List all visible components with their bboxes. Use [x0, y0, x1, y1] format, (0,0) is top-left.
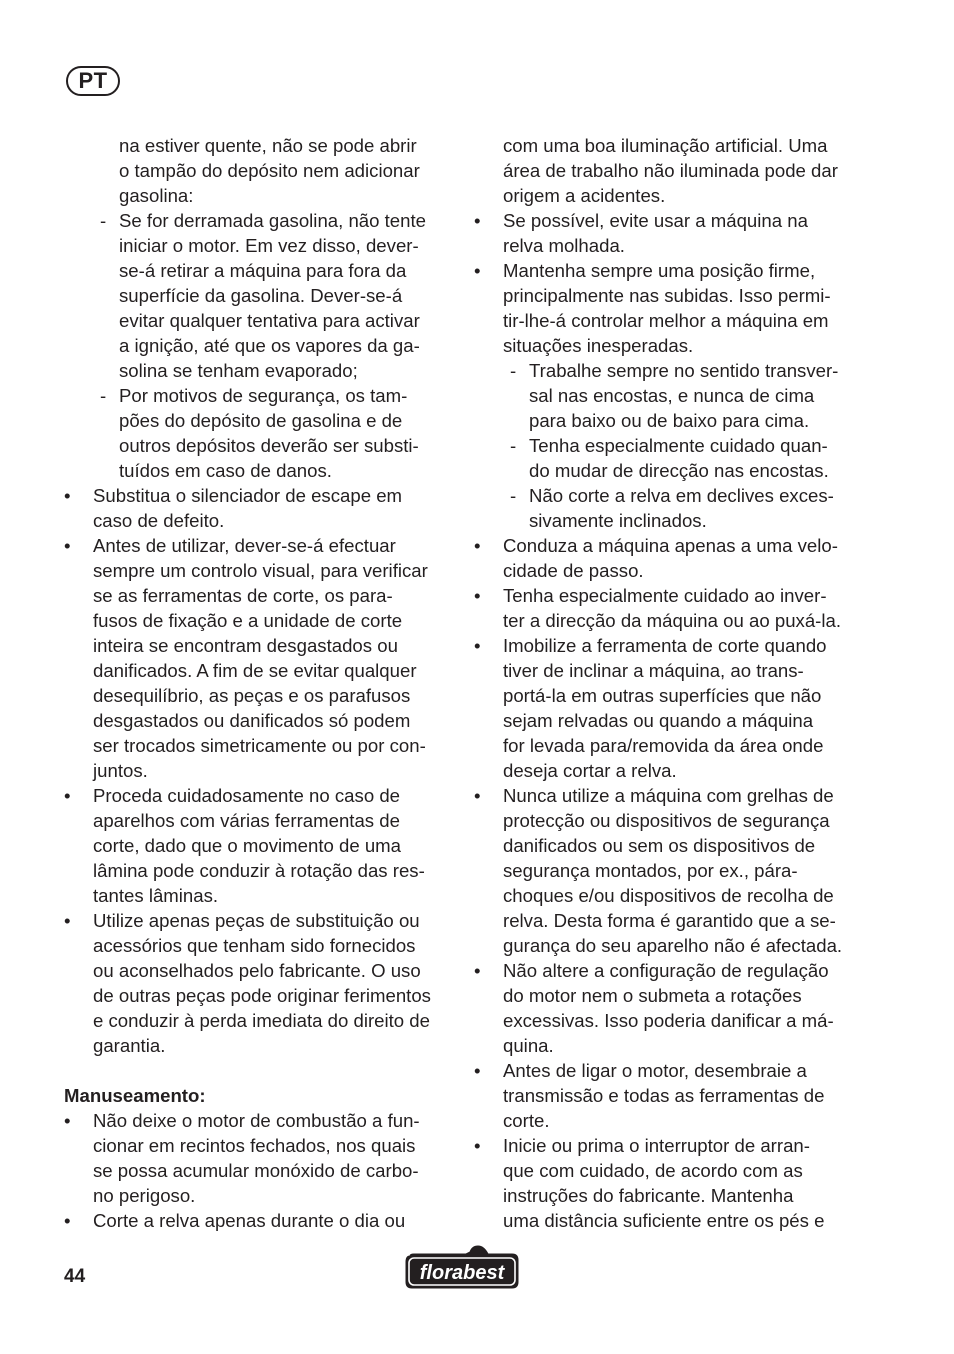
dash-item	[64, 208, 454, 383]
line-text: que com cuidado, de acordo com as	[503, 1160, 803, 1181]
line-text: relva molhada.	[503, 235, 625, 256]
line-text: relva. Desta forma é garantido que a se-	[503, 910, 836, 931]
text-line	[474, 158, 874, 183]
bullet-item	[474, 783, 874, 958]
line-text: Antes de ligar o motor, desembraie a	[503, 1060, 807, 1081]
text-line	[64, 1158, 454, 1183]
text-line	[474, 433, 874, 458]
bullet-marker: •	[474, 1060, 481, 1081]
text-line	[474, 958, 874, 983]
text-line	[474, 533, 874, 558]
text-line	[474, 758, 874, 783]
line-text: Mantenha sempre uma posição firme,	[503, 260, 816, 281]
line-text: ter a direcção da máquina ou ao puxá-la.	[503, 610, 842, 631]
bullet-marker: •	[474, 785, 481, 806]
text-line	[64, 258, 454, 283]
line-text: superfície da gasolina. Dever-se-á	[119, 285, 403, 306]
dash-item	[474, 483, 874, 533]
text-line	[474, 1083, 874, 1108]
text-line	[64, 408, 454, 433]
dash-marker: -	[100, 210, 107, 231]
line-text: tir-lhe-á controlar melhor a máquina em	[503, 310, 829, 331]
text-line	[64, 358, 454, 383]
text-line	[474, 558, 874, 583]
line-text: Não corte a relva em declives exces-	[529, 485, 834, 506]
text-line	[474, 1108, 874, 1133]
text-line	[64, 733, 454, 758]
text-line	[64, 308, 454, 333]
bullet-item	[474, 1058, 874, 1133]
bullet-item	[64, 533, 454, 783]
line-text: gasolina:	[119, 185, 194, 206]
text-line	[474, 1008, 874, 1033]
text-line	[474, 1183, 874, 1208]
text-line	[474, 283, 874, 308]
text-line	[64, 333, 454, 358]
dash-item	[474, 358, 874, 433]
text-line	[474, 408, 874, 433]
text-line	[474, 458, 874, 483]
line-text: aparelhos com várias ferramentas de	[93, 810, 400, 831]
section-heading: Manuseamento:	[64, 1085, 206, 1106]
line-text: protecção ou dispositivos de segurança	[503, 810, 830, 831]
line-text: ser trocados simetricamente ou por con-	[93, 735, 426, 756]
text-line	[474, 783, 874, 808]
text-line	[64, 483, 454, 508]
text-line	[474, 733, 874, 758]
line-text: Trabalhe sempre no sentido transver-	[529, 360, 839, 381]
text-line	[64, 908, 454, 933]
text-line	[64, 933, 454, 958]
line-text: desgastados ou danificados só podem	[93, 710, 411, 731]
bullet-item	[64, 1108, 454, 1208]
line-text: fusos de fixação e a unidade de corte	[93, 610, 403, 631]
text-line	[64, 858, 454, 883]
text-line	[474, 1033, 874, 1058]
line-text: cidade de passo.	[503, 560, 644, 581]
text-line	[64, 283, 454, 308]
text-line	[474, 208, 874, 233]
bullet-item	[474, 1133, 874, 1233]
line-text: juntos.	[93, 760, 148, 781]
text-line	[474, 358, 874, 383]
line-text: situações inesperadas.	[503, 335, 694, 356]
bullet-marker: •	[64, 485, 71, 506]
text-line	[64, 433, 454, 458]
text-line	[474, 933, 874, 958]
text-line	[64, 158, 454, 183]
line-text: solina se tenham evaporado;	[119, 360, 358, 381]
text-line	[474, 1208, 874, 1233]
text-line	[474, 133, 874, 158]
text-line	[64, 833, 454, 858]
bullet-marker: •	[474, 260, 481, 281]
line-text: outros depósitos deverão ser substi-	[119, 435, 419, 456]
text-line	[474, 508, 874, 533]
text-line	[64, 1133, 454, 1158]
text-line	[64, 983, 454, 1008]
bullet-item	[64, 908, 454, 1058]
line-text: danificados. A fim de se evitar qualquer	[93, 660, 417, 681]
bullet-item	[474, 208, 874, 258]
line-text: inteira se encontram desgastados ou	[93, 635, 398, 656]
text-line	[64, 533, 454, 558]
text-line	[64, 1183, 454, 1208]
dash-marker: -	[100, 385, 107, 406]
continuation-paragraph	[474, 133, 874, 208]
line-text: Inicie ou prima o interruptor de arran-	[503, 1135, 810, 1156]
line-text: Não deixe o motor de combustão a fun-	[93, 1110, 420, 1131]
text-line	[474, 1158, 874, 1183]
bullet-item	[474, 583, 874, 633]
dash-marker: -	[510, 485, 517, 506]
line-text: ou aconselhados pelo fabricante. O uso	[93, 960, 421, 981]
line-text: na estiver quente, não se pode abrir	[119, 135, 417, 156]
text-line	[474, 633, 874, 658]
continuation-paragraph	[64, 133, 454, 208]
bullet-item	[64, 483, 454, 533]
line-text: danificados ou sem os dispositivos de	[503, 835, 816, 856]
text-line	[474, 808, 874, 833]
bullet-marker: •	[64, 535, 71, 556]
dash-marker: -	[510, 435, 517, 456]
line-text: instruções do fabricante. Mantenha	[503, 1185, 794, 1206]
bullet-marker: •	[64, 1210, 71, 1231]
line-text: tantes lâminas.	[93, 885, 219, 906]
text-line	[64, 883, 454, 908]
line-text: tiver de inclinar a máquina, ao trans-	[503, 660, 804, 681]
text-line	[64, 558, 454, 583]
line-text: excessivas. Isso poderia danificar a má-	[503, 1010, 834, 1031]
text-line	[474, 483, 874, 508]
bullet-marker: •	[64, 1110, 71, 1131]
line-text: do motor nem o submeta a rotações	[503, 985, 802, 1006]
line-text: iniciar o motor. Em vez disso, dever-	[119, 235, 419, 256]
text-line	[474, 608, 874, 633]
line-text: choques e/ou dispositivos de recolha de	[503, 885, 834, 906]
text-line	[64, 1008, 454, 1033]
line-text: o tampão do depósito nem adicionar	[119, 160, 420, 181]
line-text: Imobilize a ferramenta de corte quando	[503, 635, 827, 656]
line-text: origem a acidentes.	[503, 185, 666, 206]
text-line	[64, 1108, 454, 1133]
text-line	[64, 208, 454, 233]
line-text: quina.	[503, 1035, 554, 1056]
paragraph-gap	[64, 1058, 454, 1083]
line-text: gurança do seu aparelho não é afectada.	[503, 935, 843, 956]
line-text: lâmina pode conduzir à rotação das res-	[93, 860, 425, 881]
florabest-logo-graphic	[404, 1244, 520, 1290]
line-text: cionar em recintos fechados, nos quais	[93, 1135, 416, 1156]
text-line	[474, 583, 874, 608]
line-text: caso de defeito.	[93, 510, 225, 531]
line-text: garantia.	[93, 1035, 166, 1056]
line-text: Substitua o silenciador de escape em	[93, 485, 403, 506]
line-text: deseja cortar a relva.	[503, 760, 677, 781]
text-line	[64, 1033, 454, 1058]
text-line	[474, 683, 874, 708]
right-column	[474, 133, 874, 1233]
bullet-marker: •	[474, 210, 481, 231]
text-line	[64, 233, 454, 258]
text-line	[474, 233, 874, 258]
line-text: uma distância suficiente entre os pés e	[503, 1210, 825, 1231]
line-text: se-á retirar a máquina para fora da	[119, 260, 407, 281]
text-line	[64, 633, 454, 658]
text-line	[64, 183, 454, 208]
line-text: Antes de utilizar, dever-se-á efectuar	[93, 535, 396, 556]
text-line	[64, 1208, 454, 1233]
line-text: Se for derramada gasolina, não tente	[119, 210, 426, 231]
bullet-item	[474, 958, 874, 1058]
text-line	[64, 458, 454, 483]
bullet-marker: •	[474, 960, 481, 981]
line-text: tuídos em caso de danos.	[119, 460, 332, 481]
text-line	[474, 883, 874, 908]
text-line	[64, 608, 454, 633]
line-text: Tenha especialmente cuidado ao inver-	[503, 585, 827, 606]
text-line	[474, 383, 874, 408]
text-line	[474, 833, 874, 858]
florabest-logo	[404, 1244, 520, 1295]
line-text: Se possível, evite usar a máquina na	[503, 210, 808, 231]
line-text: transmissão e todas as ferramentas de	[503, 1085, 825, 1106]
line-text: se possa acumular monóxido de carbo-	[93, 1160, 419, 1181]
bullet-item	[474, 533, 874, 583]
line-text: portá-la em outras superfícies que não	[503, 685, 822, 706]
bullet-item	[474, 633, 874, 783]
logo-wordmark: florabest	[419, 1262, 505, 1284]
line-text: de outras peças pode originar ferimentos	[93, 985, 431, 1006]
line-text: Nunca utilize a máquina com grelhas de	[503, 785, 834, 806]
text-line	[474, 333, 874, 358]
line-text: sal nas encostas, e nunca de cima	[529, 385, 815, 406]
text-line	[64, 708, 454, 733]
line-text: do mudar de direcção nas encostas.	[529, 460, 829, 481]
text-line	[64, 583, 454, 608]
text-line	[64, 658, 454, 683]
text-line	[474, 1133, 874, 1158]
line-text: principalmente nas subidas. Isso permi-	[503, 285, 831, 306]
line-text: sejam relvadas ou quando a máquina	[503, 710, 814, 731]
bullet-marker: •	[474, 535, 481, 556]
dash-marker: -	[510, 360, 517, 381]
page-number: 44	[64, 1266, 86, 1287]
bullet-marker: •	[474, 635, 481, 656]
line-text: pões do depósito de gasolina e de	[119, 410, 403, 431]
line-text: sivamente inclinados.	[529, 510, 707, 531]
text-line	[64, 133, 454, 158]
text-line	[474, 658, 874, 683]
line-text: Por motivos de segurança, os tam-	[119, 385, 408, 406]
language-code: PT	[78, 68, 108, 93]
line-text: evitar qualquer tentativa para activar	[119, 310, 420, 331]
line-text: segurança montados, por ex., pára-	[503, 860, 798, 881]
bullet-marker: •	[474, 1135, 481, 1156]
text-line	[64, 783, 454, 808]
line-text: e conduzir à perda imediata do direito de	[93, 1010, 430, 1031]
line-text: área de trabalho não iluminada pode dar	[503, 160, 838, 181]
text-line	[474, 1058, 874, 1083]
bullet-marker: •	[64, 785, 71, 806]
text-line	[474, 183, 874, 208]
bullet-item	[474, 258, 874, 358]
left-column	[64, 133, 454, 1233]
dash-item	[474, 433, 874, 483]
text-line	[64, 683, 454, 708]
text-line	[474, 983, 874, 1008]
line-text: corte, dado que o movimento de uma	[93, 835, 402, 856]
line-text: Proceda cuidadosamente no caso de	[93, 785, 401, 806]
line-text: acessórios que tenham sido fornecidos	[93, 935, 416, 956]
line-text: com uma boa iluminação artificial. Uma	[503, 135, 828, 156]
line-text: no perigoso.	[93, 1185, 196, 1206]
text-line	[64, 383, 454, 408]
line-text: Utilize apenas peças de substituição ou	[93, 910, 420, 931]
line-text: Não altere a configuração de regulação	[503, 960, 829, 981]
bullet-marker: •	[64, 910, 71, 931]
line-text: Tenha especialmente cuidado quan-	[529, 435, 828, 456]
text-line	[64, 808, 454, 833]
line-text: para baixo ou de baixo para cima.	[529, 410, 810, 431]
bullet-item	[64, 1208, 454, 1233]
text-line	[474, 908, 874, 933]
text-line	[64, 508, 454, 533]
dash-item	[64, 383, 454, 483]
line-text: se as ferramentas de corte, os para-	[93, 585, 393, 606]
line-text: for levada para/removida da área onde	[503, 735, 824, 756]
line-text: sempre um controlo visual, para verificar	[93, 560, 428, 581]
bullet-marker: •	[474, 585, 481, 606]
text-line	[474, 308, 874, 333]
text-line	[474, 858, 874, 883]
text-line	[474, 258, 874, 283]
text-line	[474, 708, 874, 733]
language-badge	[66, 66, 120, 96]
line-text: desequilíbrio, as peças e os parafusos	[93, 685, 411, 706]
line-text: Corte a relva apenas durante o dia ou	[93, 1210, 406, 1231]
text-line	[64, 758, 454, 783]
text-line	[64, 958, 454, 983]
bullet-item	[64, 783, 454, 908]
line-text: Conduza a máquina apenas a uma velo-	[503, 535, 838, 556]
line-text: a ignição, até que os vapores da ga-	[119, 335, 420, 356]
line-text: corte.	[503, 1110, 550, 1131]
